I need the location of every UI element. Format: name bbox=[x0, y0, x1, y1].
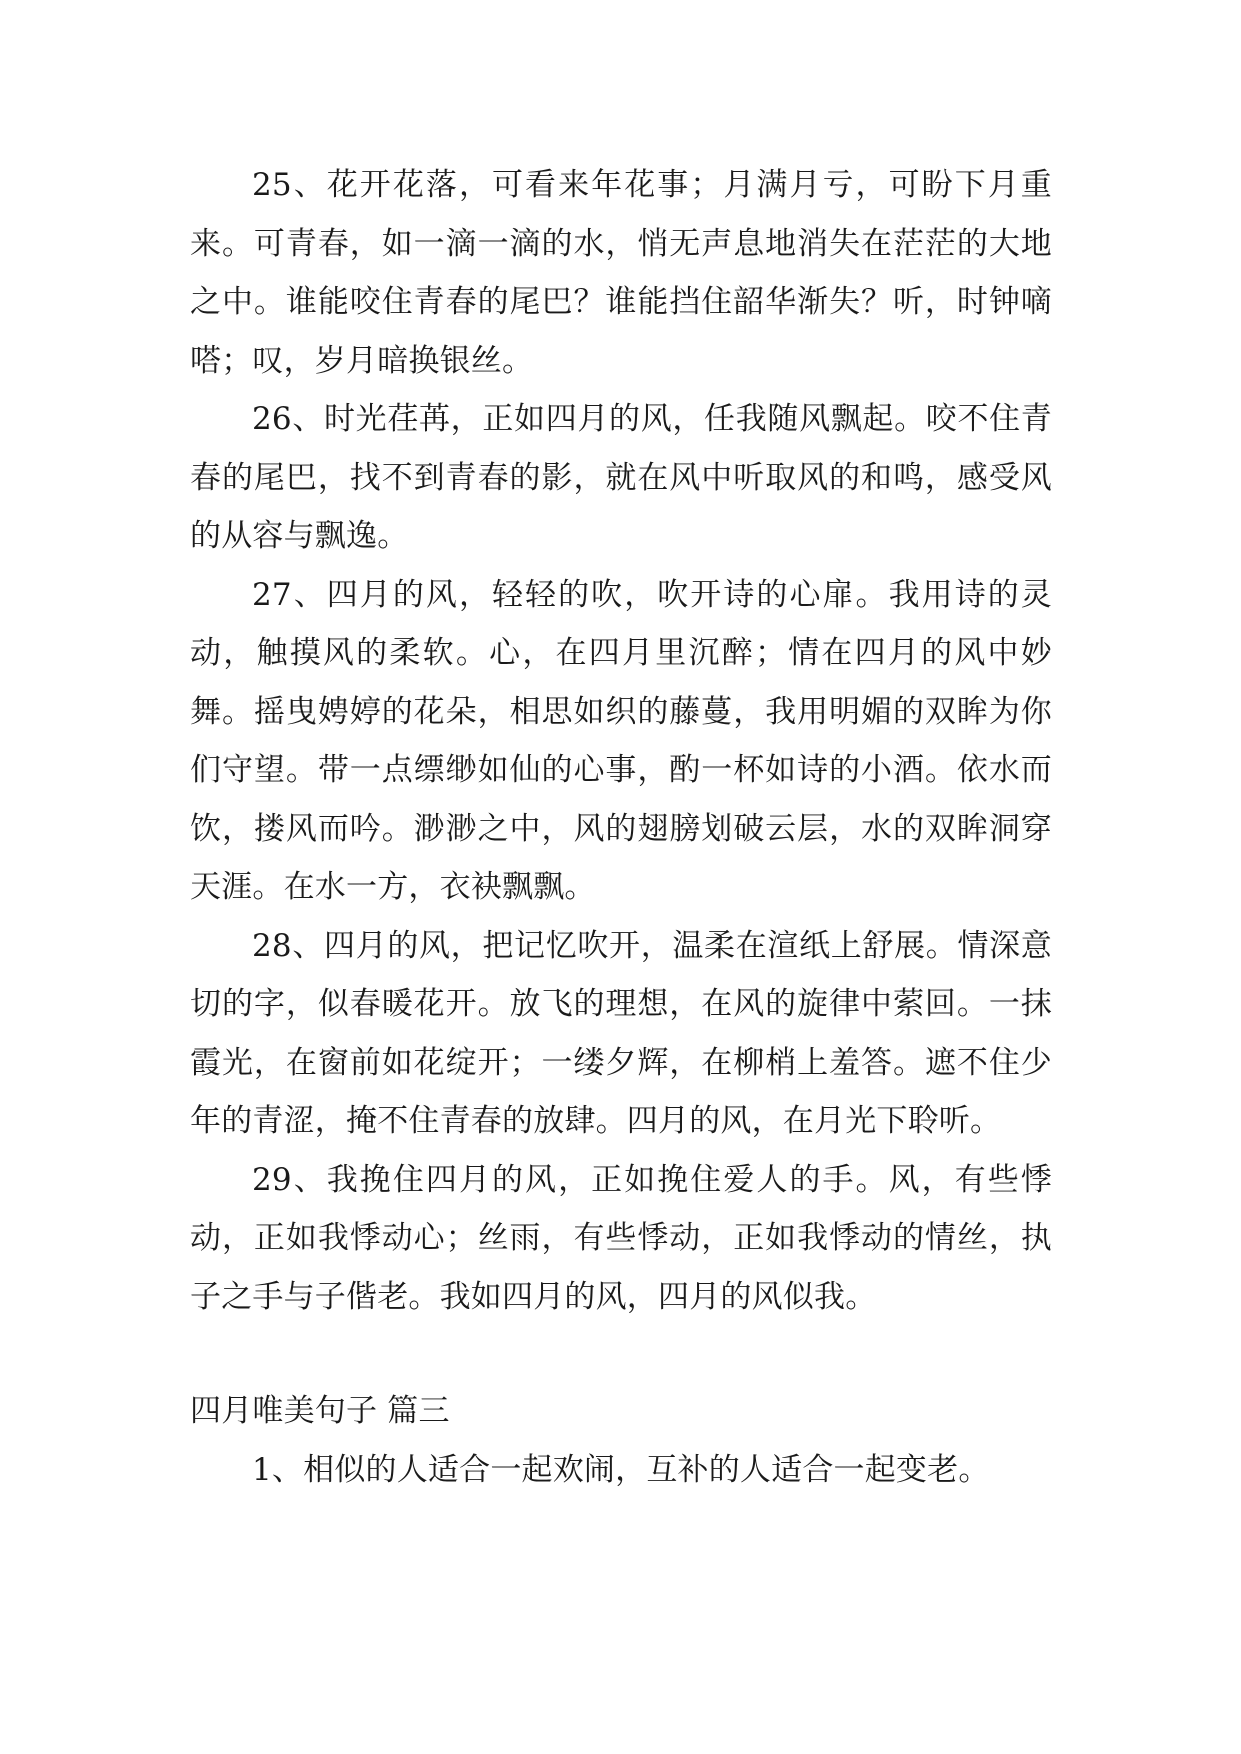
paragraph-27: 27、四月的风，轻轻的吹，吹开诗的心扉。我用诗的灵动，触摸风的柔软。心，在四月里沉醉；情在四月的风中妙舞。摇曳娉婷的花朵，相思如织的藤蔓，我用明媚的双眸为你们守望。带一点缥缈如仙的心事，酌一杯如诗的小酒。依水而饮，搂风而吟。渺渺之中，风的翅膀划破云层，水的双眸洞穿天涯。在水一方，衣袂飘飘。 bbox=[190, 576, 1052, 905]
paragraph-29: 29、我挽住四月的风，正如挽住爱人的手。风，有些悸动，正如我悸动心；丝雨，有些悸动，正如我悸动的情丝，执子之手与子偕老。我如四月的风，四月的风似我。 bbox=[190, 1161, 1052, 1315]
section-heading: 四月唯美句子 篇三 bbox=[190, 1393, 450, 1429]
paragraph-section3-1: 1、相似的人适合一起欢闹，互补的人适合一起变老。 bbox=[252, 1451, 990, 1488]
document-body bbox=[190, 156, 1052, 1499]
paragraph-26: 26、时光荏苒，正如四月的风，任我随风飘起。咬不住青春的尾巴，找不到青春的影，就在风中听取风的和鸣，感受风的从容与飘逸。 bbox=[190, 401, 1052, 554]
paragraph-25: 25、花开花落，可看来年花事；月满月亏，可盼下月重来。可青春，如一滴一滴的水，悄无声息地消失在茫茫的大地之中。谁能咬住青春的尾巴？谁能挡住韶华渐失？听，时钟嘀嗒；叹，岁月暗换银丝。 bbox=[190, 167, 1052, 379]
paragraph-28: 28、四月的风，把记忆吹开，温柔在渲纸上舒展。情深意切的字，似春暖花开。放飞的理想，在风的旋律中萦回。一抹霞光，在窗前如花绽开；一缕夕辉，在柳梢上羞答。遮不住少年的青涩，掩不住青春的放肆。四月的风，在月光下聆听。 bbox=[190, 927, 1052, 1139]
